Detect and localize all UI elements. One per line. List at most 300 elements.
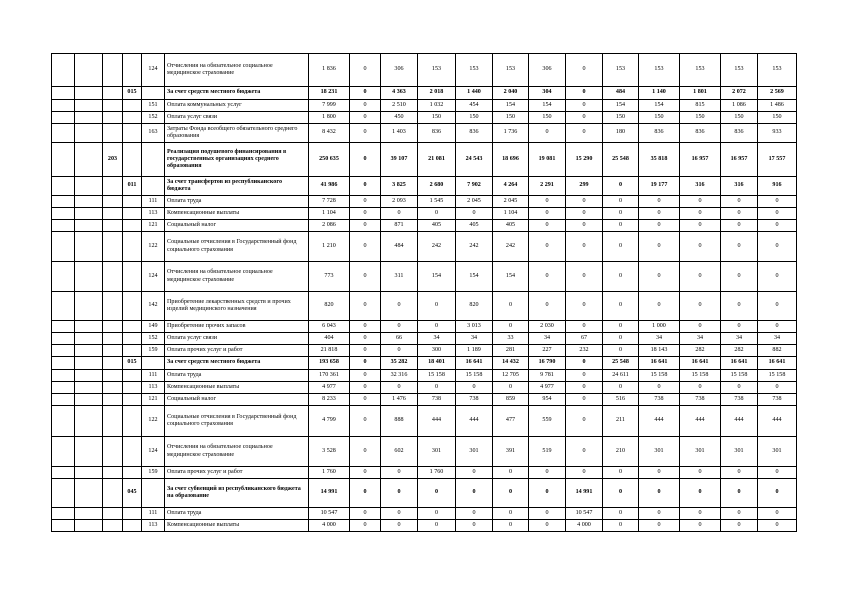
row-blank-cell bbox=[75, 321, 103, 333]
value-cell: 0 bbox=[639, 208, 680, 220]
value-cell: 193 658 bbox=[309, 357, 350, 370]
value-cell: 19 177 bbox=[639, 177, 680, 196]
row-blank-cell bbox=[75, 196, 103, 208]
value-cell: 67 bbox=[566, 333, 603, 345]
value-cell: 7 902 bbox=[456, 177, 493, 196]
value-cell: 2 680 bbox=[418, 177, 456, 196]
value-cell: 0 bbox=[418, 508, 456, 520]
value-cell: 2 045 bbox=[493, 196, 529, 208]
value-cell: 304 bbox=[529, 87, 566, 100]
value-cell: 3 013 bbox=[456, 321, 493, 333]
table-row bbox=[52, 143, 797, 177]
value-cell: 154 bbox=[456, 262, 493, 292]
value-cell: 15 158 bbox=[680, 370, 721, 382]
row-blank-cell bbox=[75, 437, 103, 467]
value-cell: 0 bbox=[680, 508, 721, 520]
specifics-code-cell: 163 bbox=[142, 124, 165, 143]
specifics-code-cell: 113 bbox=[142, 208, 165, 220]
row-blank-cell bbox=[75, 262, 103, 292]
subprogram-code-cell: 015 bbox=[123, 87, 142, 100]
value-cell: 39 107 bbox=[381, 143, 418, 177]
specifics-code-cell: 121 bbox=[142, 220, 165, 232]
value-cell: 4 363 bbox=[381, 87, 418, 100]
value-cell: 34 bbox=[529, 333, 566, 345]
program-code-cell bbox=[103, 292, 123, 321]
value-cell: 0 bbox=[350, 508, 381, 520]
row-blank-cell bbox=[75, 87, 103, 100]
value-cell: 405 bbox=[418, 220, 456, 232]
item-name-cell: Социальный налог bbox=[165, 394, 309, 406]
table-row bbox=[52, 520, 797, 532]
value-cell: 150 bbox=[639, 112, 680, 124]
value-cell: 0 bbox=[381, 467, 418, 479]
value-cell: 0 bbox=[350, 333, 381, 345]
value-cell: 0 bbox=[758, 232, 797, 262]
value-cell: 0 bbox=[529, 467, 566, 479]
value-cell: 0 bbox=[603, 345, 639, 357]
value-cell: 0 bbox=[493, 292, 529, 321]
value-cell: 0 bbox=[721, 208, 758, 220]
item-name-cell: Оплата коммунальных услуг bbox=[165, 100, 309, 112]
specifics-code-cell: 149 bbox=[142, 321, 165, 333]
value-cell: 0 bbox=[639, 196, 680, 208]
value-cell: 0 bbox=[350, 479, 381, 508]
subprogram-code-cell bbox=[123, 292, 142, 321]
value-cell: 24 543 bbox=[456, 143, 493, 177]
value-cell: 1 800 bbox=[309, 112, 350, 124]
value-cell: 0 bbox=[758, 208, 797, 220]
value-cell: 0 bbox=[529, 262, 566, 292]
specifics-code-cell: 151 bbox=[142, 100, 165, 112]
value-cell: 1 104 bbox=[493, 208, 529, 220]
value-cell: 18 231 bbox=[309, 87, 350, 100]
budget-table bbox=[51, 53, 797, 532]
value-cell: 836 bbox=[639, 124, 680, 143]
value-cell: 232 bbox=[566, 345, 603, 357]
value-cell: 0 bbox=[350, 262, 381, 292]
row-blank-cell bbox=[52, 87, 75, 100]
value-cell: 738 bbox=[456, 394, 493, 406]
value-cell: 882 bbox=[758, 345, 797, 357]
value-cell: 0 bbox=[350, 394, 381, 406]
value-cell: 0 bbox=[566, 54, 603, 87]
value-cell: 34 bbox=[721, 333, 758, 345]
value-cell: 301 bbox=[721, 437, 758, 467]
table-row bbox=[52, 100, 797, 112]
value-cell: 2 045 bbox=[456, 196, 493, 208]
value-cell: 4 977 bbox=[529, 382, 566, 394]
value-cell: 14 991 bbox=[309, 479, 350, 508]
table-row bbox=[52, 124, 797, 143]
value-cell: 154 bbox=[529, 100, 566, 112]
row-blank-cell bbox=[52, 370, 75, 382]
value-cell: 16 641 bbox=[758, 357, 797, 370]
specifics-code-cell: 111 bbox=[142, 196, 165, 208]
value-cell: 0 bbox=[721, 382, 758, 394]
value-cell: 34 bbox=[456, 333, 493, 345]
value-cell: 738 bbox=[721, 394, 758, 406]
specifics-code-cell: 111 bbox=[142, 370, 165, 382]
value-cell: 0 bbox=[639, 220, 680, 232]
value-cell: 0 bbox=[603, 220, 639, 232]
specifics-code-cell: 122 bbox=[142, 232, 165, 262]
value-cell: 8 233 bbox=[309, 394, 350, 406]
value-cell: 738 bbox=[418, 394, 456, 406]
value-cell: 0 bbox=[603, 196, 639, 208]
program-code-cell bbox=[103, 333, 123, 345]
value-cell: 0 bbox=[639, 262, 680, 292]
value-cell: 2 510 bbox=[381, 100, 418, 112]
program-code-cell bbox=[103, 262, 123, 292]
subprogram-code-cell bbox=[123, 321, 142, 333]
value-cell: 306 bbox=[381, 54, 418, 87]
row-blank-cell bbox=[75, 143, 103, 177]
value-cell: 16 641 bbox=[456, 357, 493, 370]
value-cell: 0 bbox=[566, 87, 603, 100]
value-cell: 0 bbox=[350, 232, 381, 262]
subprogram-code-cell bbox=[123, 508, 142, 520]
value-cell: 0 bbox=[603, 177, 639, 196]
value-cell: 153 bbox=[639, 54, 680, 87]
value-cell: 1 403 bbox=[381, 124, 418, 143]
value-cell: 0 bbox=[758, 321, 797, 333]
subprogram-code-cell bbox=[123, 54, 142, 87]
value-cell: 0 bbox=[350, 196, 381, 208]
specifics-code-cell: 113 bbox=[142, 382, 165, 394]
value-cell: 150 bbox=[680, 112, 721, 124]
subprogram-code-cell bbox=[123, 100, 142, 112]
item-name-cell: Отчисления на обязательное социальное медицинское страхование bbox=[165, 54, 309, 87]
table-row bbox=[52, 437, 797, 467]
value-cell: 0 bbox=[493, 467, 529, 479]
value-cell: 0 bbox=[350, 357, 381, 370]
item-name-cell: Компенсационные выплаты bbox=[165, 208, 309, 220]
value-cell: 0 bbox=[603, 479, 639, 508]
value-cell: 0 bbox=[721, 467, 758, 479]
value-cell: 281 bbox=[493, 345, 529, 357]
value-cell: 0 bbox=[639, 382, 680, 394]
item-name-cell: Приобретение лекарственных средств и прочих изделий медицинского назначения bbox=[165, 292, 309, 321]
value-cell: 242 bbox=[456, 232, 493, 262]
value-cell: 0 bbox=[493, 508, 529, 520]
specifics-code-cell: 159 bbox=[142, 467, 165, 479]
value-cell: 16 790 bbox=[529, 357, 566, 370]
program-code-cell bbox=[103, 467, 123, 479]
value-cell: 301 bbox=[639, 437, 680, 467]
table-row bbox=[52, 508, 797, 520]
value-cell: 0 bbox=[680, 292, 721, 321]
value-cell: 0 bbox=[603, 382, 639, 394]
value-cell: 4 000 bbox=[566, 520, 603, 532]
value-cell: 888 bbox=[381, 406, 418, 437]
value-cell: 25 548 bbox=[603, 143, 639, 177]
row-blank-cell bbox=[52, 208, 75, 220]
value-cell: 242 bbox=[493, 232, 529, 262]
row-blank-cell bbox=[52, 54, 75, 87]
program-code-cell bbox=[103, 208, 123, 220]
program-code-cell bbox=[103, 382, 123, 394]
value-cell: 0 bbox=[721, 479, 758, 508]
value-cell: 0 bbox=[350, 520, 381, 532]
value-cell: 0 bbox=[529, 508, 566, 520]
value-cell: 0 bbox=[566, 196, 603, 208]
value-cell: 0 bbox=[639, 520, 680, 532]
value-cell: 0 bbox=[381, 208, 418, 220]
table-row bbox=[52, 321, 797, 333]
table-row bbox=[52, 232, 797, 262]
row-blank-cell bbox=[75, 406, 103, 437]
value-cell: 10 547 bbox=[309, 508, 350, 520]
row-blank-cell bbox=[52, 520, 75, 532]
value-cell: 0 bbox=[350, 382, 381, 394]
value-cell: 0 bbox=[566, 112, 603, 124]
value-cell: 0 bbox=[566, 437, 603, 467]
row-blank-cell bbox=[75, 345, 103, 357]
value-cell: 7 728 bbox=[309, 196, 350, 208]
value-cell: 773 bbox=[309, 262, 350, 292]
program-code-cell: 203 bbox=[103, 143, 123, 177]
table-row bbox=[52, 208, 797, 220]
value-cell: 0 bbox=[566, 321, 603, 333]
value-cell: 210 bbox=[603, 437, 639, 467]
value-cell: 0 bbox=[603, 520, 639, 532]
value-cell: 444 bbox=[680, 406, 721, 437]
table-row bbox=[52, 196, 797, 208]
specifics-code-cell: 124 bbox=[142, 54, 165, 87]
subprogram-code-cell bbox=[123, 333, 142, 345]
subprogram-code-cell bbox=[123, 406, 142, 437]
value-cell: 34 bbox=[758, 333, 797, 345]
row-blank-cell bbox=[52, 292, 75, 321]
budget-sheet bbox=[51, 53, 797, 532]
value-cell: 66 bbox=[381, 333, 418, 345]
value-cell: 21 818 bbox=[309, 345, 350, 357]
value-cell: 0 bbox=[721, 262, 758, 292]
value-cell: 242 bbox=[418, 232, 456, 262]
item-name-cell: Оплата труда bbox=[165, 370, 309, 382]
value-cell: 17 557 bbox=[758, 143, 797, 177]
program-code-cell bbox=[103, 220, 123, 232]
value-cell: 820 bbox=[456, 292, 493, 321]
value-cell: 1 104 bbox=[309, 208, 350, 220]
subprogram-code-cell bbox=[123, 345, 142, 357]
value-cell: 0 bbox=[758, 196, 797, 208]
value-cell: 836 bbox=[456, 124, 493, 143]
value-cell: 820 bbox=[309, 292, 350, 321]
value-cell: 33 bbox=[493, 333, 529, 345]
value-cell: 18 696 bbox=[493, 143, 529, 177]
specifics-code-cell: 124 bbox=[142, 437, 165, 467]
value-cell: 0 bbox=[639, 467, 680, 479]
row-blank-cell bbox=[75, 208, 103, 220]
value-cell: 301 bbox=[418, 437, 456, 467]
value-cell: 4 799 bbox=[309, 406, 350, 437]
row-blank-cell bbox=[52, 112, 75, 124]
value-cell: 153 bbox=[418, 54, 456, 87]
subprogram-code-cell bbox=[123, 208, 142, 220]
table-row bbox=[52, 112, 797, 124]
value-cell: 0 bbox=[680, 479, 721, 508]
value-cell: 1 140 bbox=[639, 87, 680, 100]
value-cell: 0 bbox=[529, 479, 566, 508]
value-cell: 0 bbox=[566, 370, 603, 382]
value-cell: 2 086 bbox=[309, 220, 350, 232]
subprogram-code-cell bbox=[123, 196, 142, 208]
specifics-code-cell: 122 bbox=[142, 406, 165, 437]
row-blank-cell bbox=[75, 112, 103, 124]
value-cell: 1 736 bbox=[493, 124, 529, 143]
value-cell: 450 bbox=[381, 112, 418, 124]
value-cell: 0 bbox=[603, 232, 639, 262]
value-cell: 1 440 bbox=[456, 87, 493, 100]
value-cell: 0 bbox=[350, 100, 381, 112]
value-cell: 0 bbox=[418, 479, 456, 508]
subprogram-code-cell: 015 bbox=[123, 357, 142, 370]
row-blank-cell bbox=[52, 196, 75, 208]
value-cell: 154 bbox=[639, 100, 680, 112]
table-row bbox=[52, 333, 797, 345]
value-cell: 150 bbox=[721, 112, 758, 124]
value-cell: 1 000 bbox=[639, 321, 680, 333]
value-cell: 0 bbox=[418, 292, 456, 321]
program-code-cell bbox=[103, 177, 123, 196]
value-cell: 1 545 bbox=[418, 196, 456, 208]
value-cell: 12 705 bbox=[493, 370, 529, 382]
value-cell: 0 bbox=[350, 437, 381, 467]
program-code-cell bbox=[103, 54, 123, 87]
value-cell: 25 548 bbox=[603, 357, 639, 370]
program-code-cell bbox=[103, 479, 123, 508]
value-cell: 0 bbox=[721, 292, 758, 321]
value-cell: 153 bbox=[493, 54, 529, 87]
table-row bbox=[52, 479, 797, 508]
program-code-cell bbox=[103, 232, 123, 262]
row-blank-cell bbox=[52, 394, 75, 406]
value-cell: 0 bbox=[456, 208, 493, 220]
value-cell: 444 bbox=[721, 406, 758, 437]
value-cell: 0 bbox=[529, 220, 566, 232]
value-cell: 2 040 bbox=[493, 87, 529, 100]
value-cell: 0 bbox=[456, 520, 493, 532]
value-cell: 2 569 bbox=[758, 87, 797, 100]
value-cell: 18 143 bbox=[639, 345, 680, 357]
specifics-code-cell bbox=[142, 143, 165, 177]
value-cell: 0 bbox=[350, 292, 381, 321]
item-name-cell: За счет средств местного бюджета bbox=[165, 87, 309, 100]
table-row bbox=[52, 345, 797, 357]
program-code-cell bbox=[103, 321, 123, 333]
value-cell: 0 bbox=[721, 321, 758, 333]
value-cell: 1 210 bbox=[309, 232, 350, 262]
value-cell: 15 158 bbox=[639, 370, 680, 382]
subprogram-code-cell: 011 bbox=[123, 177, 142, 196]
value-cell: 14 432 bbox=[493, 357, 529, 370]
item-name-cell: Реализация подушевого финансирования в государственных организациях среднего образования bbox=[165, 143, 309, 177]
value-cell: 559 bbox=[529, 406, 566, 437]
subprogram-code-cell bbox=[123, 124, 142, 143]
value-cell: 0 bbox=[566, 394, 603, 406]
specifics-code-cell: 113 bbox=[142, 520, 165, 532]
value-cell: 16 641 bbox=[721, 357, 758, 370]
row-blank-cell bbox=[52, 321, 75, 333]
value-cell: 0 bbox=[381, 479, 418, 508]
table-row bbox=[52, 54, 797, 87]
value-cell: 0 bbox=[493, 479, 529, 508]
value-cell: 6 043 bbox=[309, 321, 350, 333]
row-blank-cell bbox=[52, 100, 75, 112]
budget-table-body bbox=[52, 54, 797, 532]
value-cell: 2 093 bbox=[381, 196, 418, 208]
value-cell: 1 836 bbox=[309, 54, 350, 87]
value-cell: 0 bbox=[721, 196, 758, 208]
table-row bbox=[52, 177, 797, 196]
value-cell: 21 081 bbox=[418, 143, 456, 177]
value-cell: 14 991 bbox=[566, 479, 603, 508]
value-cell: 477 bbox=[493, 406, 529, 437]
row-blank-cell bbox=[75, 479, 103, 508]
value-cell: 0 bbox=[493, 520, 529, 532]
value-cell: 0 bbox=[566, 382, 603, 394]
value-cell: 1 086 bbox=[721, 100, 758, 112]
subprogram-code-cell bbox=[123, 232, 142, 262]
value-cell: 0 bbox=[603, 508, 639, 520]
value-cell: 0 bbox=[350, 112, 381, 124]
value-cell: 0 bbox=[350, 370, 381, 382]
value-cell: 300 bbox=[418, 345, 456, 357]
value-cell: 0 bbox=[456, 467, 493, 479]
value-cell: 34 bbox=[639, 333, 680, 345]
item-name-cell: За счет трансфертов из республиканского бюджета bbox=[165, 177, 309, 196]
value-cell: 153 bbox=[758, 54, 797, 87]
value-cell: 299 bbox=[566, 177, 603, 196]
value-cell: 0 bbox=[758, 520, 797, 532]
value-cell: 0 bbox=[721, 520, 758, 532]
value-cell: 153 bbox=[456, 54, 493, 87]
value-cell: 0 bbox=[381, 382, 418, 394]
value-cell: 836 bbox=[721, 124, 758, 143]
value-cell: 154 bbox=[603, 100, 639, 112]
value-cell: 16 641 bbox=[639, 357, 680, 370]
value-cell: 0 bbox=[680, 321, 721, 333]
value-cell: 282 bbox=[721, 345, 758, 357]
value-cell: 7 999 bbox=[309, 100, 350, 112]
value-cell: 0 bbox=[721, 508, 758, 520]
value-cell: 154 bbox=[418, 262, 456, 292]
value-cell: 16 957 bbox=[680, 143, 721, 177]
value-cell: 0 bbox=[680, 208, 721, 220]
value-cell: 0 bbox=[350, 143, 381, 177]
row-blank-cell bbox=[52, 333, 75, 345]
subprogram-code-cell bbox=[123, 370, 142, 382]
value-cell: 519 bbox=[529, 437, 566, 467]
value-cell: 15 158 bbox=[418, 370, 456, 382]
value-cell: 0 bbox=[603, 321, 639, 333]
value-cell: 0 bbox=[721, 220, 758, 232]
value-cell: 0 bbox=[456, 382, 493, 394]
value-cell: 211 bbox=[603, 406, 639, 437]
value-cell: 1 476 bbox=[381, 394, 418, 406]
item-name-cell: Компенсационные выплаты bbox=[165, 520, 309, 532]
program-code-cell bbox=[103, 370, 123, 382]
row-blank-cell bbox=[75, 508, 103, 520]
value-cell: 306 bbox=[529, 54, 566, 87]
specifics-code-cell: 152 bbox=[142, 333, 165, 345]
specifics-code-cell: 142 bbox=[142, 292, 165, 321]
value-cell: 404 bbox=[309, 333, 350, 345]
value-cell: 0 bbox=[350, 220, 381, 232]
item-name-cell: За счет субвенций из республиканского бюджета на образование bbox=[165, 479, 309, 508]
value-cell: 0 bbox=[566, 357, 603, 370]
